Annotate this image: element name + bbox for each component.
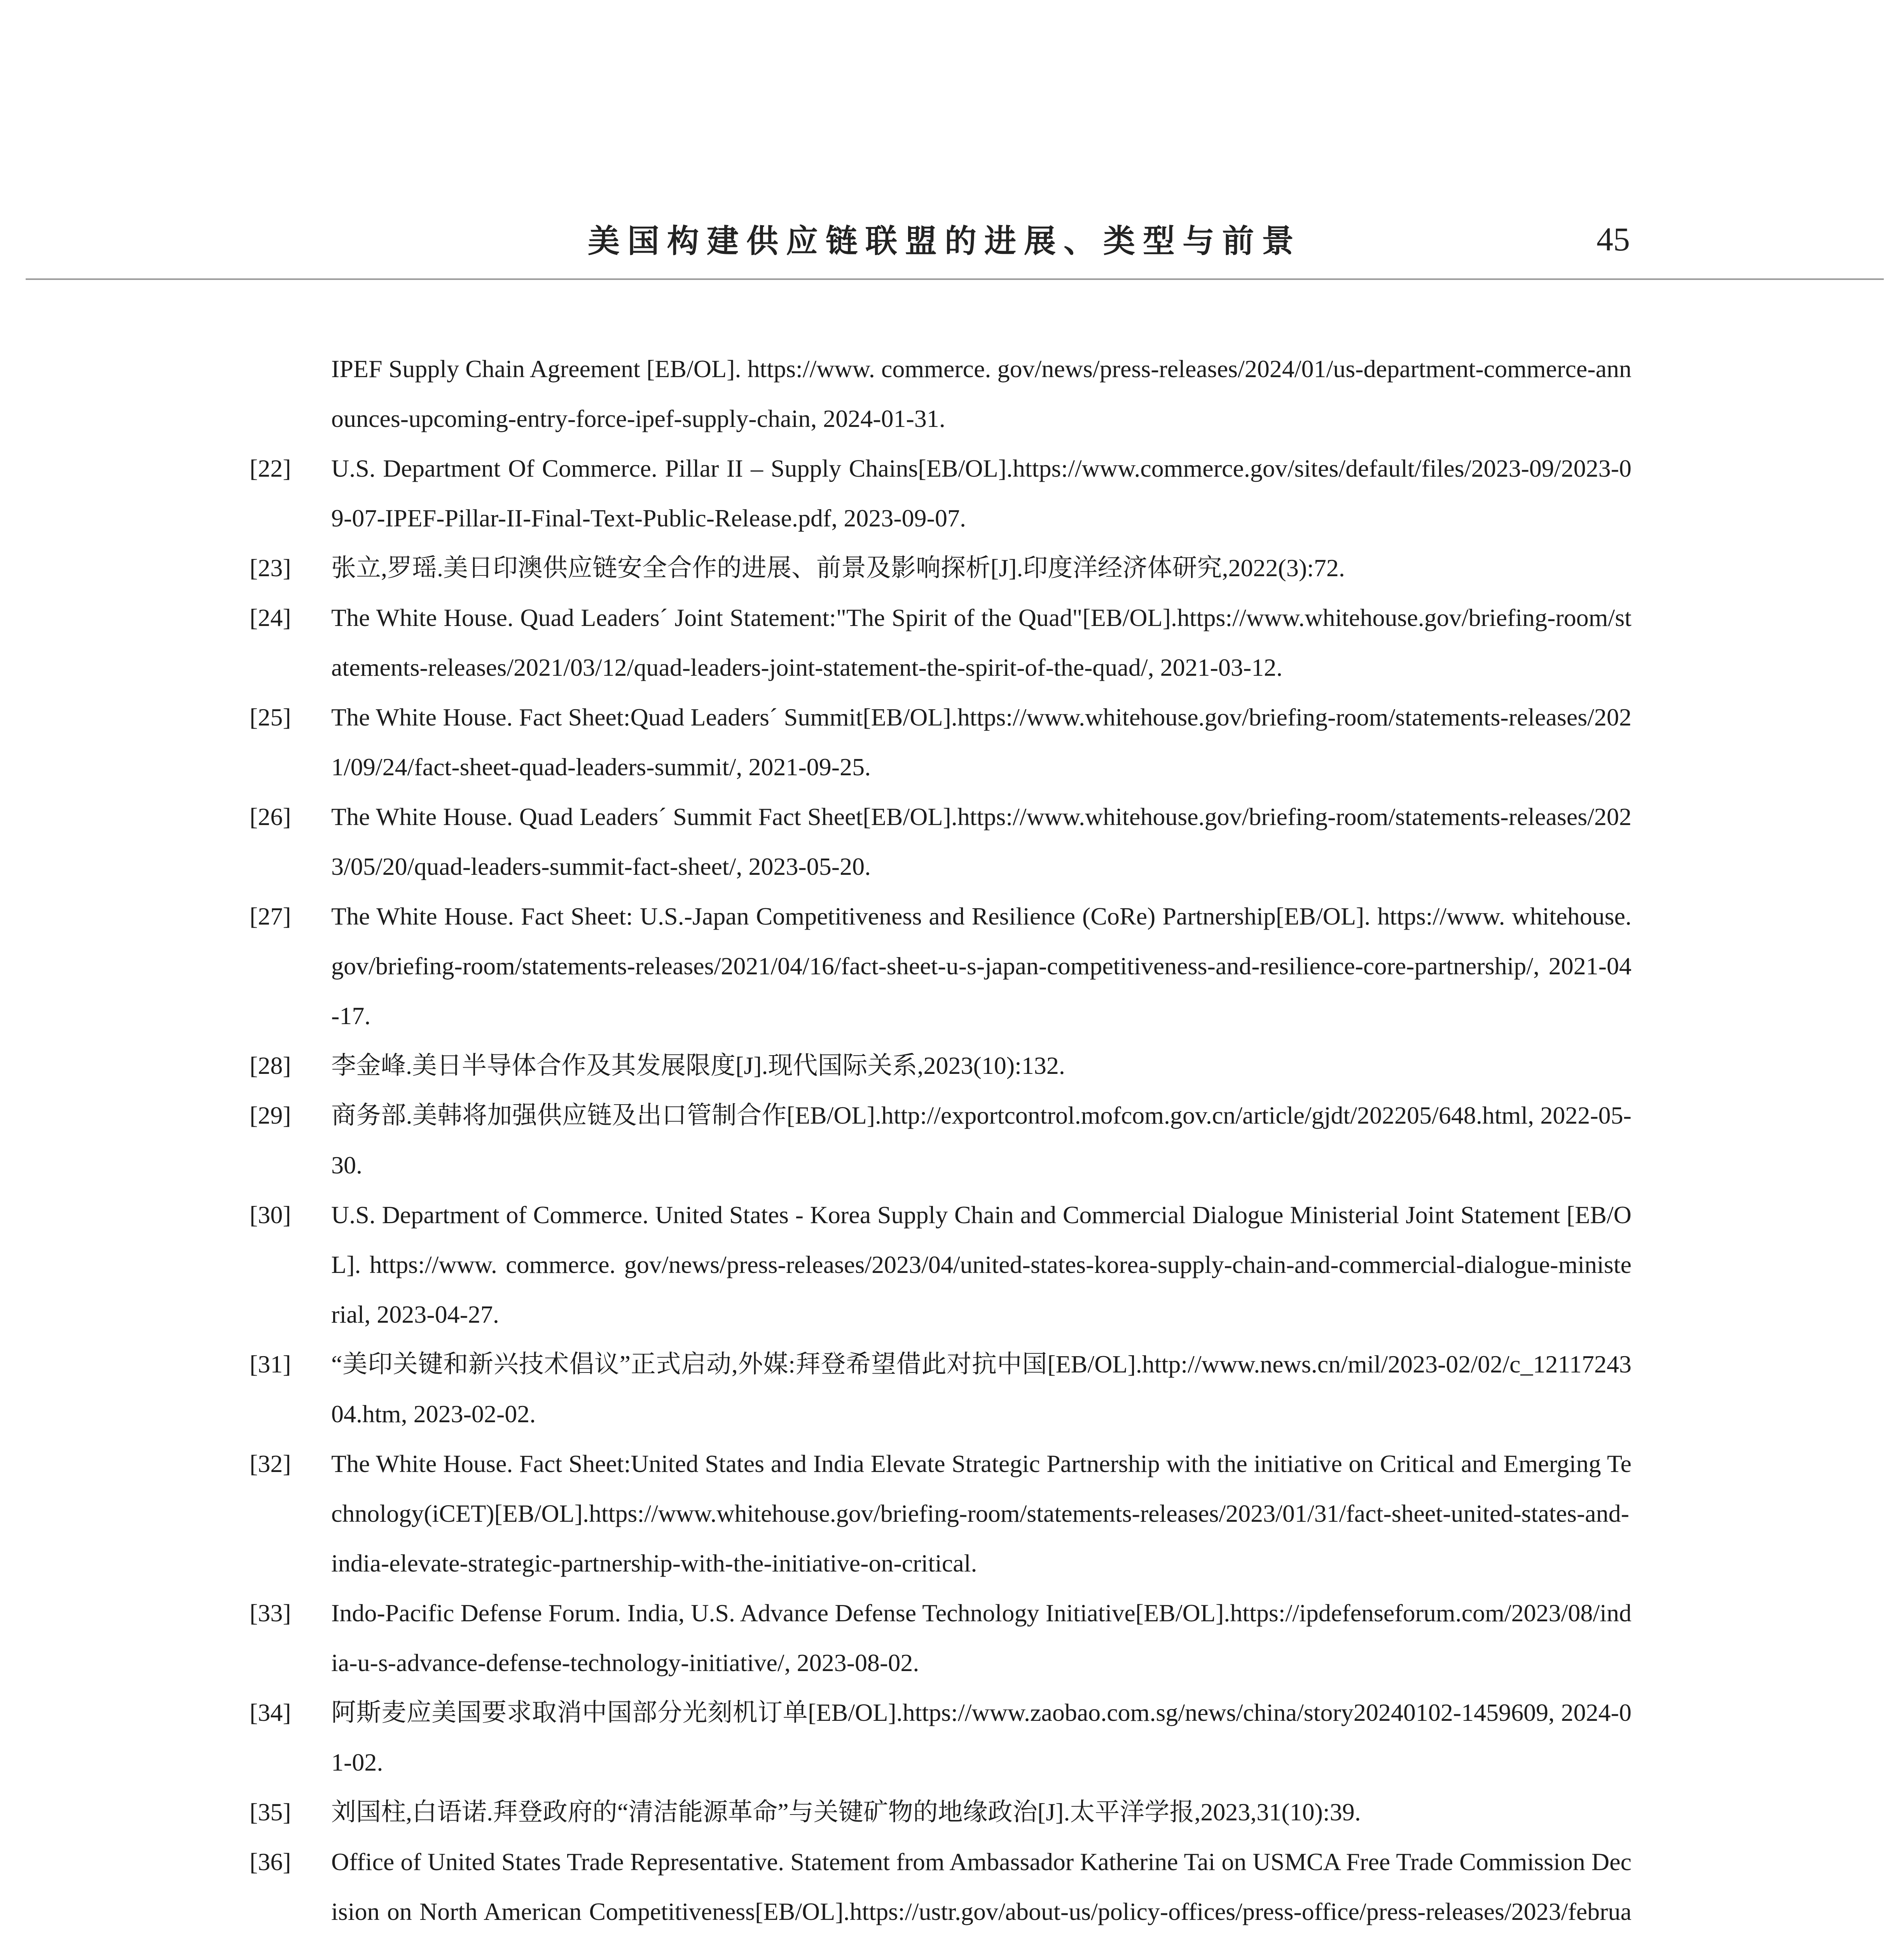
header-rule xyxy=(26,278,1884,280)
reference-entry-36 xyxy=(250,1837,1632,1944)
reference-text: Office of United States Trade Representative. Statement from Ambassador Katherine Tai on USMCA Free Trade Commission Decision on North American Competitiveness[EB/OL].https://ustr.gov/about-us/policy-offices/press-office/press-releases/2023/februa xyxy=(331,1848,1632,1925)
reference-text: The White House. Quad Leaders´ Summit Fact Sheet[EB/OL].https://www.whitehouse.gov/briefing-room/statements-releases/2023/05/20/quad-leaders-summit-fact-sheet/, 2023-05-20. xyxy=(331,803,1632,880)
reference-entry-25 xyxy=(250,692,1632,792)
reference-text: “美印关键和新兴技术倡议”正式启动,外媒:拜登希望借此对抗中国[EB/OL].http://www.news.cn/mil/2023-02/02/c_1211724304.htm, 2023-02-02. xyxy=(331,1350,1632,1428)
reference-number: [28] xyxy=(250,1052,291,1079)
reference-number: [23] xyxy=(250,554,291,582)
running-head xyxy=(0,212,1904,259)
reference-entry-24 xyxy=(250,593,1632,692)
reference-entry-23 xyxy=(250,543,1632,593)
reference-entry-29 xyxy=(250,1091,1632,1190)
reference-text: Indo-Pacific Defense Forum. India, U.S. Advance Defense Technology Initiative[EB/OL].https://ipdefenseforum.com/2023/08/india-u-s-advance-defense-technology-initiative/, 2023-08-02. xyxy=(331,1599,1632,1677)
reference-number: [29] xyxy=(250,1101,291,1129)
reference-text: U.S. Department of Commerce. United States - Korea Supply Chain and Commercial Dialogue Ministerial Joint Statement [EB/OL]. https://www. commerce. gov/news/press-releases/2023/04/united-states-korea-supply-chain-and-commercial-dialogue-ministerial, 2023-04-27. xyxy=(331,1201,1632,1328)
reference-number: [24] xyxy=(250,604,291,631)
reference-number: [30] xyxy=(250,1201,291,1229)
reference-entry-27 xyxy=(250,892,1632,1041)
reference-entry-32 xyxy=(250,1439,1632,1588)
reference-number: [27] xyxy=(250,902,291,930)
reference-entry-26 xyxy=(250,792,1632,892)
reference-entry-30 xyxy=(250,1190,1632,1339)
reference-number: [31] xyxy=(250,1350,291,1378)
reference-number: [33] xyxy=(250,1599,291,1627)
reference-text: The White House. Quad Leaders´ Joint Statement:"The Spirit of the Quad"[EB/OL].https://www.whitehouse.gov/briefing-room/statements-releases/2021/03/12/quad-leaders-joint-statement-the-spirit-of-the-quad/, 2021-03-12. xyxy=(331,604,1632,681)
reference-entry-35 xyxy=(250,1787,1632,1837)
reference-text: 商务部.美韩将加强供应链及出口管制合作[EB/OL].http://exportcontrol.mofcom.gov.cn/article/gjdt/202205/648.html, 2022-05-30. xyxy=(331,1101,1632,1179)
reference-entry-28 xyxy=(250,1041,1632,1091)
reference-number: [25] xyxy=(250,703,291,731)
reference-number: [36] xyxy=(250,1848,291,1876)
reference-entry-34 xyxy=(250,1688,1632,1787)
reference-entry-33 xyxy=(250,1588,1632,1688)
reference-number: [35] xyxy=(250,1798,291,1826)
reference-text: 张立,罗瑶.美日印澳供应链安全合作的进展、前景及影响探析[J].印度洋经济体研究,2022(3):72. xyxy=(331,554,1345,582)
reference-text: The White House. Fact Sheet:United States and India Elevate Strategic Partnership with the initiative on Critical and Emerging Technology(iCET)[EB/OL].https://www.whitehouse.gov/briefing-room/statements-releases/2023/01/31/fact-sheet-united-states-and-india-elevate-strategic-partnership-with-the-initiative-on-critical. xyxy=(331,1450,1632,1577)
reference-entry-continued xyxy=(250,344,1632,444)
reference-text: The White House. Fact Sheet: U.S.-Japan Competitiveness and Resilience (CoRe) Partnership[EB/OL]. https://www. whitehouse. gov/briefing-room/statements-releases/2021/04/16/fact-sheet-u-s-japan-competitiveness-and-resilience-core-partnership/, 2021-04-17. xyxy=(331,902,1632,1030)
reference-number: [34] xyxy=(250,1699,291,1726)
reference-number: [22] xyxy=(250,455,291,482)
reference-entry-22 xyxy=(250,444,1632,543)
reference-number: [32] xyxy=(250,1450,291,1477)
running-title: 美国构建供应链联盟的进展、类型与前景 xyxy=(587,223,1301,260)
reference-text: 刘国柱,白语诺.拜登政府的“清洁能源革命”与关键矿物的地缘政治[J].太平洋学报,2023,31(10):39. xyxy=(331,1798,1361,1826)
reference-text: 阿斯麦应美国要求取消中国部分光刻机订单[EB/OL].https://www.zaobao.com.sg/news/china/story20240102-1459609, 2024-01-02. xyxy=(331,1699,1632,1776)
reference-text: U.S. Department Of Commerce. Pillar II – Supply Chains[EB/OL].https://www.commerce.gov/sites/default/files/2023-09/2023-09-07-IPEF-Pillar-II-Final-Text-Public-Release.pdf, 2023-09-07. xyxy=(331,455,1632,532)
reference-text: 李金峰.美日半导体合作及其发展限度[J].现代国际关系,2023(10):132. xyxy=(331,1052,1065,1079)
reference-list xyxy=(250,344,1632,1944)
reference-entry-31 xyxy=(250,1339,1632,1439)
page-number: 45 xyxy=(1597,220,1630,258)
reference-number: [26] xyxy=(250,803,291,830)
reference-text: The White House. Fact Sheet:Quad Leaders´ Summit[EB/OL].https://www.whitehouse.gov/briefing-room/statements-releases/2021/09/24/fact-sheet-quad-leaders-summit/, 2021-09-25. xyxy=(331,703,1632,781)
reference-text: IPEF Supply Chain Agreement [EB/OL]. https://www. commerce. gov/news/press-releases/2024/01/us-department-commerce-announces-upcoming-entry-force-ipef-supply-chain, 2024-01-31. xyxy=(331,355,1632,432)
